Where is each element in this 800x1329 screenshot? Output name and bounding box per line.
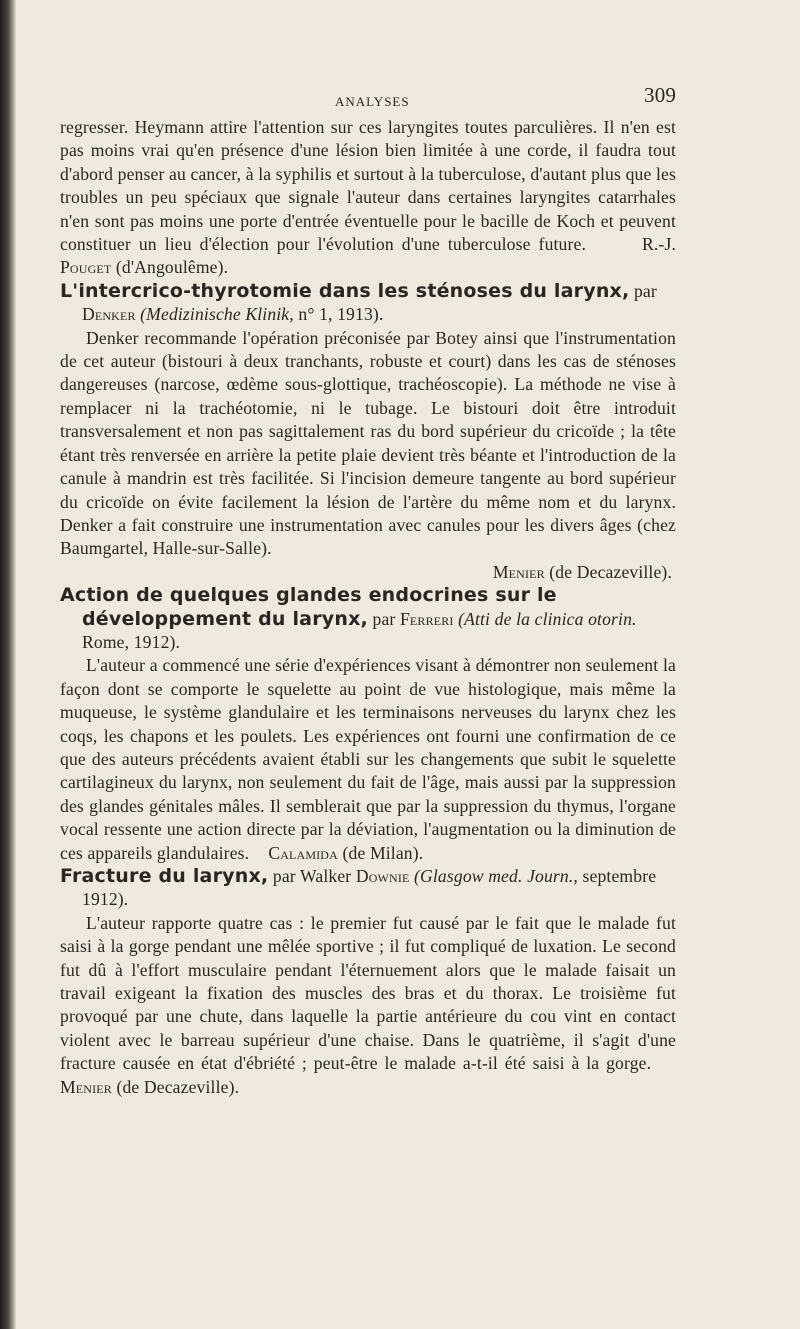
- signature-author-1: Menier: [492, 561, 545, 582]
- article-source-2: (Atti de la clinica otorin.: [458, 608, 637, 629]
- signature-place-2: (de Milan).: [342, 842, 424, 863]
- article-source-rest-1: n° 1, 1913).: [298, 304, 384, 325]
- article-source-rest-3: septembre 1912).: [82, 866, 657, 910]
- page-number: 309: [644, 83, 676, 107]
- intro-signature-place: (d'Angoulême).: [115, 257, 229, 278]
- article-par-2: par: [372, 608, 396, 629]
- article-source-1: (Medizinische Klinik,: [140, 304, 294, 325]
- page-header: [60, 82, 676, 116]
- article-body-text-2: L'auteur a commencé une série d'expériences visant à démontrer non seulement la façon dont se comporte le squelette au point de vue histologique, mais même la muqueuse, le système glandulaire et les terminaisons nerveuses du larynx chez les coqs, les chapons et les poulets. Les expériences ont fourni une confirmation de ce que des auteurs précédents avaient établi sur les changements que subit le squelette cartilagineux du larynx, non seulement du fait de l'âge, mais aussi par la suppression des glandes génitales mâles. Il semblerait que par la suppression du thymus, l'organe vocal ressente une action directe par la déviation, l'augmentation ou la diminution de ces appareils glandulaires.: [60, 655, 676, 863]
- article-par-3: par Walker: [272, 866, 352, 886]
- signature-place-3: (de Decazeville).: [116, 1076, 240, 1097]
- article-author-3: Downie: [355, 866, 410, 886]
- article-source-3: (Glasgow med. Journ.,: [414, 866, 578, 886]
- intro-signature-author: R.-J. Pouget: [60, 234, 676, 278]
- signature-author-2: Calamida: [268, 842, 338, 863]
- article-body-text-3: L'auteur rapporte quatre cas : le premier fut causé par le fait que le malade fut saisi à la gorge pendant une mêlée sportive ; il fut compliqué de luxation. Le second fut dû à l'effort musculaire pendant l'éternuement alors que le malade faisait un travail exigeant la fixation des muscles des bras et du thorax. Le troisième fut provoqué par une chute, dans laquelle la partie antérieure du cou vint en contact violent avec le barreau supérieur d'une chaise. Dans le quatrième, il s'agit d'une fracture causée en état d'ébriété ; peut-être le malade a-t-il été saisi à la gorge.: [60, 912, 676, 1074]
- article-body-3: [60, 912, 676, 1099]
- article-title-1: L'intercrico-thyrotomie dans les sténoses du larynx,: [60, 279, 630, 302]
- article-par-1: par: [633, 280, 657, 301]
- article-body-2: [60, 654, 676, 865]
- article-author-2: Ferreri: [400, 608, 454, 629]
- signature-author-3: Menier: [60, 1076, 112, 1097]
- book-binding-edge: [0, 0, 16, 1329]
- article-source-rest-2: Rome, 1912).: [82, 631, 181, 652]
- intro-text: regresser. Heymann attire l'attention sur ces laryngites toutes parculières. Il n'en est pas moins vrai qu'en présence d'une lésion bien limitée à une corde, il faudra tout d'abord penser au cancer, à la syphilis et surtout à la tuberculose, d'autant plus que les troubles un peu spéciaux que signale l'auteur dans certaines laryngites catarrhales n'en sont pas moins une porte d'entrée éventuelle pour le bacille de Koch et peuvent constituer un lieu d'élection pour l'évolution d'une tuberculose future.: [60, 117, 676, 255]
- article-heading-1: [60, 280, 676, 327]
- article-heading-3: [60, 865, 676, 912]
- signature-place-1: (de Decazeville).: [549, 561, 672, 582]
- article-title-2: Action de quelques glandes endocrines sur le développement du larynx,: [60, 584, 557, 630]
- article-heading-2: [60, 584, 676, 654]
- article-body-1: Denker recommande l'opération préconisée par Botey ainsi que l'instrumentation de cet auteur (bistouri à deux tranchants, robuste et court) dans les cas de sténoses dangereuses (narcose, œdème sous-glottique, trachéoscopie). La méthode ne vise à remplacer ni la trachéotomie, ni le tubage. Le bistouri doit être introduit transversalement et non pas sagittalement ras du bord supérieur du cricoïde ; la tête étant très renversée en arrière la petite plaie devient très béante et l'introduction de la canule à mandrin est très facilitée. Si l'incision demeure tangente au bord supérieur du cricoïde on évite facilement la lésion de l'artère du même nom et du larynx. Denker a fait construire une instrumentation avec canules pour les divers âges (chez Baumgartel, Halle-sur-Salle).: [60, 327, 676, 559]
- running-head: ANALYSES: [335, 94, 410, 109]
- article-signature-1: [60, 561, 676, 584]
- intro-paragraph: [60, 116, 676, 280]
- article-title-3: Fracture du larynx,: [60, 865, 269, 887]
- book-page: [60, 82, 676, 1099]
- article-author-1: Denker: [82, 304, 136, 325]
